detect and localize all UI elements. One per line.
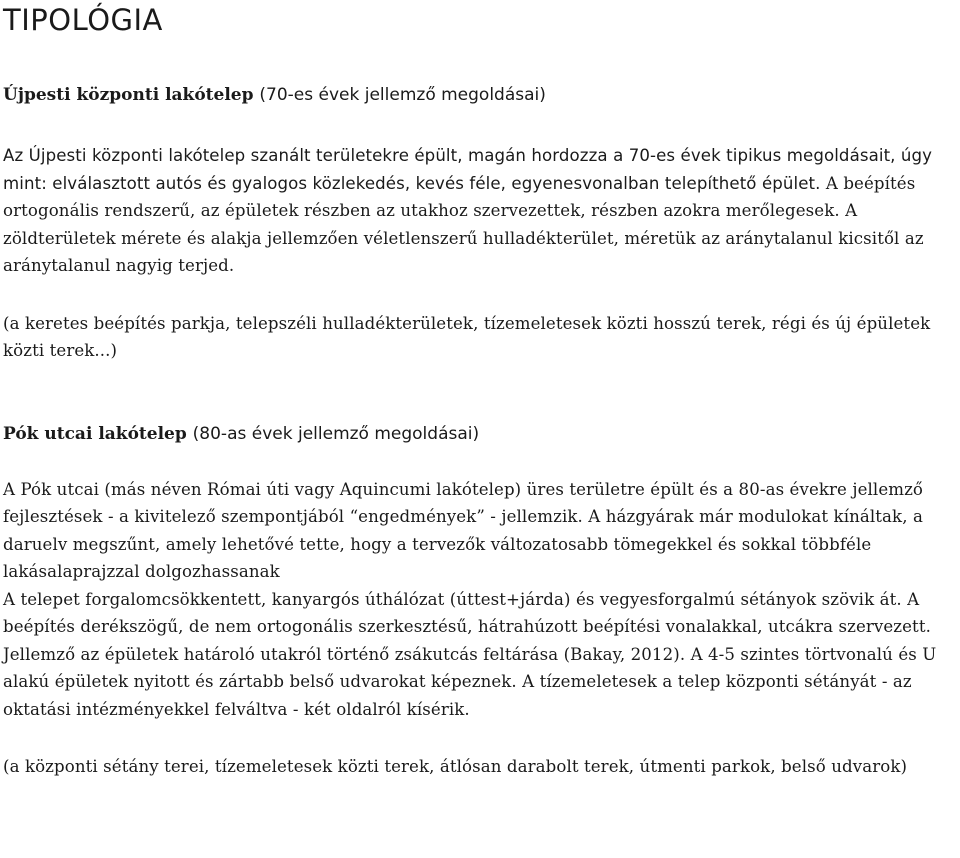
section-heading-ujpest xyxy=(3,82,960,109)
section-subtitle: (70-es évek jellemző megoldásai) xyxy=(259,85,546,105)
section-paragraph: A telepet forgalomcsökkentett, kanyargós úthálózat (úttest+járda) és vegyesforgalmú sétányok szövik át. A beépítés derékszögű, de nem ortogonális szerkesztésű, hátrahúzott beépítési vonalakkal, utcákra szervezett. Jellemző az épületek határoló utakról történő zsákutcás feltárása (Bakay, 2012). A 4-5 szintes törtvonalú és U alakú épületek nyitott és zártabb belső udvarokat képeznek. A tízemeletesek a telep központi sétányát - az oktatási intézményekkel felváltva - két oldalról kísérik. xyxy=(3,589,937,719)
section-name: Pók utcai lakótelep xyxy=(3,423,187,444)
page-title: TIPOLÓGIA xyxy=(3,3,163,37)
section-name: Újpesti központi lakótelep xyxy=(3,85,254,105)
section-paragraph xyxy=(3,142,960,280)
section-heading-pok-utca xyxy=(3,421,960,448)
paragraph-intro: Az Újpesti központi lakótelep szanált területekre épült, magán hordozza a 70-es évek tipikus megoldásait, úgy mint: elválasztott autós és gyalogos közlekedés, kevés féle, egyenesvonalban telepíthető épület. xyxy=(3,146,933,193)
section-subtitle: (80-as évek jellemző megoldásai) xyxy=(192,423,480,444)
section-paragraph: A Pók utcai (más néven Római úti vagy Aquincumi lakótelep) üres területre épült és a 80-as évekre jellemző fejlesztések - a kivitelező szempontjából “engedmények” - jellemzik. A házgyárak már modulokat kínáltak, a daruelv megszűnt, amely lehetővé tette, hogy a tervezők változatosabb tömegekkel és sokkal többféle lakásalaprajzzal dolgozhassanak xyxy=(3,479,924,581)
section-examples: (a központi sétány terei, tízemeletesek közti terek, átlósan darabolt terek, útmenti parkok, belső udvarok) xyxy=(3,757,908,776)
section-examples: (a keretes beépítés parkja, telepszéli hulladékterületek, tízemeletesek közti hosszú terek, régi és új épületek közti terek...) xyxy=(3,313,931,360)
paragraph-continuation: A beépítés ortogonális rendszerű, az épületek részben az utakhoz szervezettek, részben azokra merőlegesek. A zöldterületek mérete és alakja jellemzően véletlenszerű hulladékterület, méretük az aránytalanul kicsitől az aránytalanul nagyig terjed. xyxy=(3,173,924,275)
